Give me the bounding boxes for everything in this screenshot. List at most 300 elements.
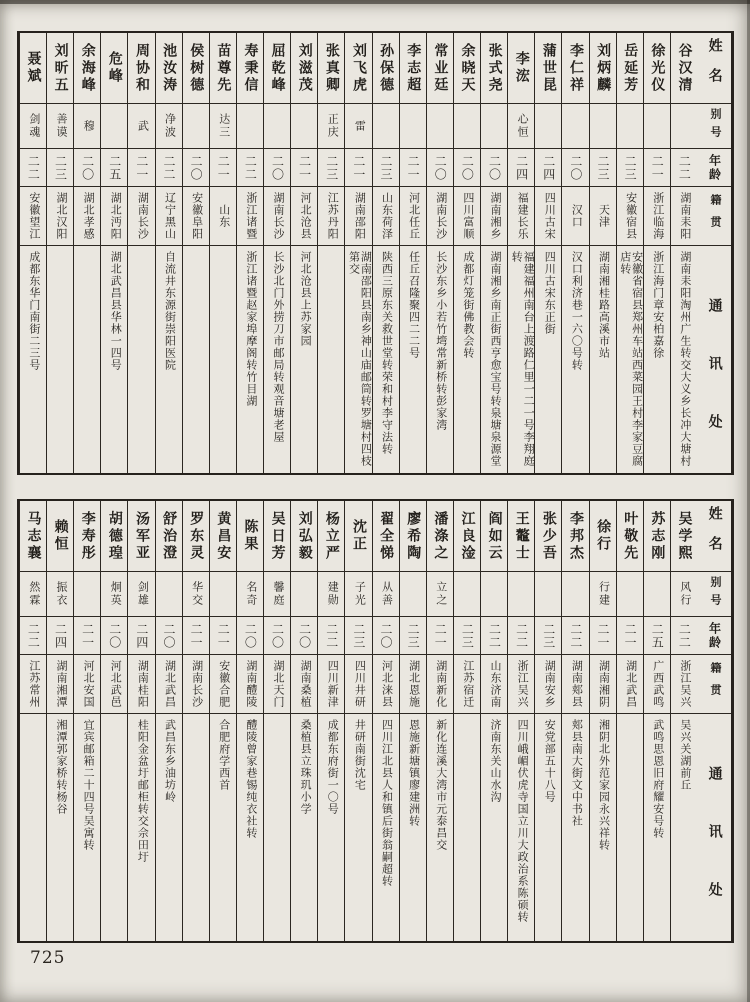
entry-age: 二三 bbox=[47, 149, 73, 187]
entry-name: 舒治澄 bbox=[156, 501, 182, 572]
entry-column bbox=[616, 33, 643, 473]
entry-age: 二四 bbox=[128, 617, 154, 655]
entry-native-place: 湖南醴陵 bbox=[237, 655, 263, 714]
entry-age: 二二 bbox=[671, 617, 697, 655]
entry-name: 潘涤之 bbox=[427, 501, 453, 572]
entry-name: 李浤 bbox=[508, 33, 534, 104]
entry-address: 湖北武昌县华林一四号 bbox=[109, 251, 122, 371]
entry-address bbox=[183, 714, 209, 941]
entry-column bbox=[209, 33, 236, 473]
scan-edge-top bbox=[0, 0, 750, 4]
entry-name: 岳延芳 bbox=[617, 33, 643, 104]
entry-column bbox=[589, 33, 616, 473]
header-alias-label: 别号 bbox=[697, 572, 731, 617]
entry-age: 二〇 bbox=[237, 617, 263, 655]
entry-native-place: 湖北孝感 bbox=[74, 187, 100, 246]
entry-age: 二五 bbox=[644, 617, 670, 655]
entry-age: 二二 bbox=[508, 617, 534, 655]
entry-age: 二四 bbox=[508, 149, 534, 187]
entry-column bbox=[263, 33, 290, 473]
entry-native-place: 辽宁黑山 bbox=[156, 187, 182, 246]
entry-column bbox=[19, 33, 46, 473]
entry-native-place: 天津 bbox=[590, 187, 616, 246]
entry-native-place: 湖南湘乡 bbox=[481, 187, 507, 246]
directory-table-bottom bbox=[17, 499, 734, 943]
entry-native-place: 湖南湘潭 bbox=[47, 655, 73, 714]
entry-age: 二二 bbox=[237, 149, 263, 187]
header-name-label: 姓名 bbox=[697, 33, 731, 104]
entry-alias bbox=[454, 104, 480, 149]
entry-column bbox=[73, 501, 100, 941]
entry-alias bbox=[291, 572, 317, 617]
header-name-label: 姓名 bbox=[697, 501, 731, 572]
entry-native-place: 河北任丘 bbox=[400, 187, 426, 246]
entry-alias bbox=[617, 104, 643, 149]
entry-address: 湖南邵阳县南乡神山庙邮筒转罗塘村四枝第交 bbox=[347, 251, 372, 467]
entry-native-place: 安徽合肥 bbox=[210, 655, 236, 714]
entry-address: 四川江北县人和镇后街翁嗣超转 bbox=[380, 719, 393, 887]
entry-age: 二〇 bbox=[156, 617, 182, 655]
entry-native-place: 湖南桑植 bbox=[291, 655, 317, 714]
entry-native-place: 湖南长沙 bbox=[264, 187, 290, 246]
entry-age: 二〇 bbox=[264, 149, 290, 187]
entry-column bbox=[643, 33, 670, 473]
entry-age: 二四 bbox=[535, 149, 561, 187]
entry-age: 二二 bbox=[671, 149, 697, 187]
entry-address: 长沙东乡小若竹塆常新桥转彭家湾 bbox=[434, 251, 447, 431]
entry-name: 刘弘毅 bbox=[291, 501, 317, 572]
entry-address: 安徽省宿县郑州车站西菜园王村李家豆腐店转 bbox=[618, 251, 643, 467]
entry-alias bbox=[237, 104, 263, 149]
entry-address: 安党部五十八号 bbox=[543, 719, 556, 803]
entry-age: 二〇 bbox=[373, 617, 399, 655]
entry-address: 自流井东源街崇阳医院 bbox=[163, 251, 176, 371]
entry-alias: 风行 bbox=[671, 572, 697, 617]
entry-column bbox=[100, 33, 127, 473]
entry-address: 井研南街沈宅 bbox=[353, 719, 366, 791]
entry-native-place: 湖南长沙 bbox=[128, 187, 154, 246]
entry-native-place: 河北武邑 bbox=[101, 655, 127, 714]
entry-column bbox=[155, 501, 182, 941]
entry-native-place: 广西武鸣 bbox=[644, 655, 670, 714]
entry-name: 徐光仪 bbox=[644, 33, 670, 104]
entry-address: 汉口利济巷一六〇号转 bbox=[570, 251, 583, 371]
entry-alias bbox=[400, 572, 426, 617]
entry-native-place: 江苏丹阳 bbox=[318, 187, 344, 246]
entry-column bbox=[317, 501, 344, 941]
entry-native-place: 安徽阜阳 bbox=[183, 187, 209, 246]
entry-name: 李邦杰 bbox=[562, 501, 588, 572]
entry-alias: 行建 bbox=[590, 572, 616, 617]
entry-alias: 振衣 bbox=[47, 572, 73, 617]
entry-native-place: 安徽望江 bbox=[20, 187, 46, 246]
entry-alias: 剑雄 bbox=[128, 572, 154, 617]
entry-name: 胡德瑝 bbox=[101, 501, 127, 572]
header-native-label: 籍贯 bbox=[697, 187, 731, 246]
entry-column bbox=[426, 501, 453, 941]
entry-address: 成都灯笼街佛教会转 bbox=[461, 251, 474, 359]
entry-alias: 雷 bbox=[345, 104, 371, 149]
entry-name: 屈乾峰 bbox=[264, 33, 290, 104]
entry-address: 湘阴北外范家园永兴祥转 bbox=[597, 719, 610, 851]
entry-age: 二一 bbox=[74, 617, 100, 655]
entry-address: 四川古宋东正街 bbox=[543, 251, 556, 335]
entry-alias: 正庆 bbox=[318, 104, 344, 149]
entry-age: 二〇 bbox=[562, 149, 588, 187]
entry-age: 二〇 bbox=[454, 149, 480, 187]
entry-alias: 然霖 bbox=[20, 572, 46, 617]
entry-alias bbox=[644, 572, 670, 617]
entry-address: 湘潭郭家桥转杨谷 bbox=[55, 719, 67, 815]
entry-age: 二〇 bbox=[101, 617, 127, 655]
header-age-label: 年龄 bbox=[697, 149, 731, 187]
entry-alias: 华交 bbox=[183, 572, 209, 617]
entry-alias bbox=[535, 104, 561, 149]
entry-column bbox=[155, 33, 182, 473]
entry-column bbox=[534, 501, 561, 941]
entry-column bbox=[589, 501, 616, 941]
entry-alias bbox=[508, 572, 534, 617]
entry-native-place: 四川新津 bbox=[318, 655, 344, 714]
entry-column bbox=[616, 501, 643, 941]
entry-age: 二〇 bbox=[427, 149, 453, 187]
entry-column bbox=[426, 33, 453, 473]
entry-name: 翟全悌 bbox=[373, 501, 399, 572]
entry-name: 张式尧 bbox=[481, 33, 507, 104]
entry-address bbox=[454, 714, 480, 941]
entry-age: 二一 bbox=[617, 617, 643, 655]
entry-address: 湖南湘乡南正街西亨愈宝号转泉塘泉源堂 bbox=[489, 251, 501, 467]
entry-alias bbox=[400, 104, 426, 149]
entry-name: 李志超 bbox=[400, 33, 426, 104]
entry-alias: 净波 bbox=[156, 104, 182, 149]
entry-column bbox=[399, 501, 426, 941]
entry-native-place: 山东 bbox=[210, 187, 236, 246]
entry-native-place: 四川富顺 bbox=[454, 187, 480, 246]
entry-name: 刘滋茂 bbox=[291, 33, 317, 104]
entry-column bbox=[561, 501, 588, 941]
entry-name: 聂斌 bbox=[20, 33, 46, 104]
entry-address bbox=[47, 246, 73, 473]
entry-age: 二三 bbox=[454, 617, 480, 655]
entry-column bbox=[182, 33, 209, 473]
entry-name: 陈果 bbox=[237, 501, 263, 572]
entry-alias bbox=[590, 104, 616, 149]
entry-age: 二一 bbox=[400, 149, 426, 187]
entry-native-place: 浙江诸暨 bbox=[237, 187, 263, 246]
entry-address bbox=[20, 714, 46, 941]
entry-age: 二三 bbox=[590, 149, 616, 187]
entry-name: 池汝涛 bbox=[156, 33, 182, 104]
entry-native-place: 四川古宋 bbox=[535, 187, 561, 246]
entry-alias bbox=[617, 572, 643, 617]
entry-alias: 心恒 bbox=[508, 104, 534, 149]
header-column bbox=[697, 501, 732, 941]
header-address-label: 通讯处 bbox=[706, 766, 722, 940]
entry-name: 王鼇士 bbox=[508, 501, 534, 572]
entry-native-place: 湖北武昌 bbox=[617, 655, 643, 714]
entry-column bbox=[372, 501, 399, 941]
entry-alias bbox=[291, 104, 317, 149]
entry-address bbox=[617, 714, 643, 941]
entry-address bbox=[210, 246, 236, 473]
entry-address: 醴陵曾家巷锡纯衣社转 bbox=[244, 719, 257, 839]
entry-native-place: 湖南湘阴 bbox=[590, 655, 616, 714]
entry-alias: 剑魂 bbox=[20, 104, 46, 149]
entry-column bbox=[182, 501, 209, 941]
entry-name: 叶敬先 bbox=[617, 501, 643, 572]
entry-native-place: 河北安国 bbox=[74, 655, 100, 714]
entry-alias: 名奇 bbox=[237, 572, 263, 617]
entry-age: 二二 bbox=[562, 617, 588, 655]
entry-name: 张真卿 bbox=[318, 33, 344, 104]
entry-address: 福建福州南台上渡路仁里一二一号李翔庭转 bbox=[510, 251, 535, 467]
entry-column bbox=[480, 501, 507, 941]
entry-name: 吴日芳 bbox=[264, 501, 290, 572]
entry-native-place: 福建长乐 bbox=[508, 187, 534, 246]
entry-age: 二二 bbox=[481, 617, 507, 655]
entry-native-place: 湖南长沙 bbox=[427, 187, 453, 246]
entry-age: 二三 bbox=[400, 617, 426, 655]
entry-alias bbox=[644, 104, 670, 149]
entry-native-place: 山东荷泽 bbox=[373, 187, 399, 246]
entry-age: 二一 bbox=[345, 149, 371, 187]
entry-age: 二一 bbox=[183, 617, 209, 655]
entry-column bbox=[290, 501, 317, 941]
entry-age: 二二 bbox=[156, 149, 182, 187]
entry-native-place: 河北沧县 bbox=[291, 187, 317, 246]
entry-name: 危峰 bbox=[101, 33, 127, 104]
entry-address: 合肥府学西首 bbox=[217, 719, 230, 791]
entry-name: 常业廷 bbox=[427, 33, 453, 104]
header-native-label: 籍贯 bbox=[697, 655, 731, 714]
entry-name: 刘昕五 bbox=[47, 33, 73, 104]
entry-alias: 达三 bbox=[210, 104, 236, 149]
entry-address: 陕西三原东关救世堂转荣和村李守法转 bbox=[380, 251, 393, 455]
entry-age: 二三 bbox=[617, 149, 643, 187]
entry-name: 侯树德 bbox=[183, 33, 209, 104]
directory-table-top bbox=[17, 31, 734, 475]
entry-native-place: 汉口 bbox=[562, 187, 588, 246]
entry-address: 浙江海门章安柏嘉徐 bbox=[651, 251, 664, 359]
entry-name: 马志襄 bbox=[20, 501, 46, 572]
entry-address bbox=[101, 714, 127, 941]
entry-alias: 武 bbox=[128, 104, 154, 149]
entry-native-place: 江苏宿迁 bbox=[454, 655, 480, 714]
entry-alias bbox=[562, 104, 588, 149]
entry-native-place: 湖北恩施 bbox=[400, 655, 426, 714]
entry-native-place: 安徽宿县 bbox=[617, 187, 643, 246]
header-column bbox=[697, 33, 732, 473]
header-address-label: 通讯处 bbox=[706, 298, 722, 472]
entry-address: 浙江诸暨赵家埠摩阁转竹目湖 bbox=[244, 251, 257, 407]
entry-native-place: 浙江吴兴 bbox=[508, 655, 534, 714]
entry-alias bbox=[427, 104, 453, 149]
entry-age: 二〇 bbox=[74, 149, 100, 187]
page-number: 725 bbox=[30, 948, 66, 968]
entry-name: 刘飞虎 bbox=[345, 33, 371, 104]
entry-column bbox=[73, 33, 100, 473]
entry-address: 湖南耒阳淘州广生转交大义乡长冲大塘村 bbox=[678, 251, 691, 467]
entry-address: 湖南湘桂路高溪市站 bbox=[597, 251, 610, 359]
entry-age: 二〇 bbox=[183, 149, 209, 187]
entry-name: 苏志刚 bbox=[644, 501, 670, 572]
entry-name: 张少吾 bbox=[535, 501, 561, 572]
entry-name: 阎如云 bbox=[481, 501, 507, 572]
entry-column bbox=[453, 501, 480, 941]
entry-native-place: 河北涞县 bbox=[373, 655, 399, 714]
entry-name: 廖希陶 bbox=[400, 501, 426, 572]
entry-column bbox=[399, 33, 426, 473]
entry-address bbox=[74, 246, 100, 473]
entry-address: 宜宾邮箱二十四号吴寓转 bbox=[82, 719, 95, 851]
entry-alias: 立之 bbox=[427, 572, 453, 617]
entry-address bbox=[264, 714, 290, 941]
entry-alias bbox=[183, 104, 209, 149]
entry-column bbox=[507, 501, 534, 941]
entry-native-place: 湖南新化 bbox=[427, 655, 453, 714]
entry-age: 二一 bbox=[590, 617, 616, 655]
entry-column bbox=[453, 33, 480, 473]
entry-age: 二五 bbox=[101, 149, 127, 187]
entry-native-place: 湖南安乡 bbox=[535, 655, 561, 714]
entry-column bbox=[236, 501, 263, 941]
entry-age: 二一 bbox=[128, 149, 154, 187]
entry-alias bbox=[373, 104, 399, 149]
entry-column bbox=[670, 501, 697, 941]
entry-name: 寿秉信 bbox=[237, 33, 263, 104]
entry-address: 四川峨嵋伏虎寺国立川大政治系陈硕转 bbox=[516, 719, 529, 923]
entry-age: 二二 bbox=[20, 617, 46, 655]
entry-address bbox=[318, 246, 344, 473]
entry-native-place: 湖北沔阳 bbox=[101, 187, 127, 246]
entry-address: 吴兴关湖前丘 bbox=[678, 719, 691, 791]
entry-name: 余晓天 bbox=[454, 33, 480, 104]
entry-age: 二一 bbox=[644, 149, 670, 187]
entry-alias: 从善 bbox=[373, 572, 399, 617]
entry-age: 二〇 bbox=[291, 617, 317, 655]
entry-age: 二二 bbox=[318, 617, 344, 655]
entry-native-place: 山东济南 bbox=[481, 655, 507, 714]
entry-address bbox=[128, 246, 154, 473]
entry-native-place: 浙江吴兴 bbox=[671, 655, 697, 714]
entry-age: 二三 bbox=[373, 149, 399, 187]
entry-age: 二四 bbox=[47, 617, 73, 655]
entry-address: 河北沧县上苏家园 bbox=[299, 251, 312, 347]
entry-column bbox=[643, 501, 670, 941]
entry-address: 桑植县立珠玑小学 bbox=[299, 719, 312, 815]
entry-address: 长沙北门外捞刀市邮局转观音塘老屋 bbox=[272, 251, 284, 443]
entry-column bbox=[46, 501, 73, 941]
entry-name: 苗尊先 bbox=[210, 33, 236, 104]
entry-age: 二一 bbox=[210, 617, 236, 655]
entry-native-place: 湖南邵阳 bbox=[345, 187, 371, 246]
entry-column bbox=[344, 33, 371, 473]
entry-alias: 馨庭 bbox=[264, 572, 290, 617]
entry-alias bbox=[481, 572, 507, 617]
entry-native-place: 湖北天门 bbox=[264, 655, 290, 714]
entry-alias: 建勋 bbox=[318, 572, 344, 617]
entry-column bbox=[507, 33, 534, 473]
entry-column bbox=[534, 33, 561, 473]
entry-name: 杨立严 bbox=[318, 501, 344, 572]
entry-address: 济南东关山水沟 bbox=[489, 719, 501, 803]
entry-name: 孙保德 bbox=[373, 33, 399, 104]
entry-name: 周协和 bbox=[128, 33, 154, 104]
entry-name: 吴学熙 bbox=[671, 501, 697, 572]
entry-native-place: 四川井研 bbox=[345, 655, 371, 714]
entry-native-place: 湖北武昌 bbox=[156, 655, 182, 714]
entry-column bbox=[263, 501, 290, 941]
entry-alias bbox=[101, 104, 127, 149]
entry-age: 二三 bbox=[345, 617, 371, 655]
entry-name: 沈正 bbox=[345, 501, 371, 572]
entry-column bbox=[236, 33, 263, 473]
entry-alias: 子光 bbox=[345, 572, 371, 617]
entry-column bbox=[46, 33, 73, 473]
entry-address: 郏县南大街文中书社 bbox=[570, 719, 583, 827]
entry-name: 汤军亚 bbox=[128, 501, 154, 572]
entry-address: 武昌东乡油坊岭 bbox=[163, 719, 176, 803]
entry-native-place: 浙江临海 bbox=[644, 187, 670, 246]
entry-name: 赖恒 bbox=[47, 501, 73, 572]
entry-name: 徐行 bbox=[590, 501, 616, 572]
entry-native-place: 湖北汉阳 bbox=[47, 187, 73, 246]
entry-age: 二二 bbox=[20, 149, 46, 187]
entry-name: 刘炳麟 bbox=[590, 33, 616, 104]
entry-address bbox=[183, 246, 209, 473]
entry-column bbox=[561, 33, 588, 473]
entry-age: 二一 bbox=[427, 617, 453, 655]
entry-address: 桂阳金盆圩邮柜转交佘田圩 bbox=[136, 719, 149, 863]
entry-native-place: 湖南郏县 bbox=[562, 655, 588, 714]
entry-native-place: 湖南长沙 bbox=[183, 655, 209, 714]
entry-column bbox=[480, 33, 507, 473]
entry-age: 二三 bbox=[535, 617, 561, 655]
entry-name: 江良淦 bbox=[454, 501, 480, 572]
entry-name: 李寿彤 bbox=[74, 501, 100, 572]
entry-alias: 善谟 bbox=[47, 104, 73, 149]
entry-alias: 炯英 bbox=[101, 572, 127, 617]
entry-alias bbox=[156, 572, 182, 617]
entry-age: 二三 bbox=[318, 149, 344, 187]
entry-address: 新化连溪大湾市元泰昌交 bbox=[434, 719, 447, 851]
entry-column bbox=[127, 33, 154, 473]
entry-native-place: 江苏常州 bbox=[20, 655, 46, 714]
entry-alias: 穆 bbox=[74, 104, 100, 149]
header-age-label: 年龄 bbox=[697, 617, 731, 655]
entry-age: 二〇 bbox=[264, 617, 290, 655]
entry-name: 蒲世昆 bbox=[535, 33, 561, 104]
entry-alias bbox=[74, 572, 100, 617]
entry-age: 二一 bbox=[210, 149, 236, 187]
entry-name: 李仁祥 bbox=[562, 33, 588, 104]
entry-alias bbox=[210, 572, 236, 617]
entry-name: 罗东灵 bbox=[183, 501, 209, 572]
entry-column bbox=[670, 33, 697, 473]
entry-column bbox=[209, 501, 236, 941]
entry-column bbox=[372, 33, 399, 473]
entry-alias bbox=[454, 572, 480, 617]
entry-address: 任丘召隆聚四二二号 bbox=[407, 251, 420, 359]
entry-address: 成都东府街一〇号 bbox=[326, 719, 339, 815]
entry-native-place: 湖南耒阳 bbox=[671, 187, 697, 246]
entry-column bbox=[344, 501, 371, 941]
entry-column bbox=[317, 33, 344, 473]
entry-column bbox=[290, 33, 317, 473]
entry-column bbox=[127, 501, 154, 941]
entry-alias bbox=[535, 572, 561, 617]
